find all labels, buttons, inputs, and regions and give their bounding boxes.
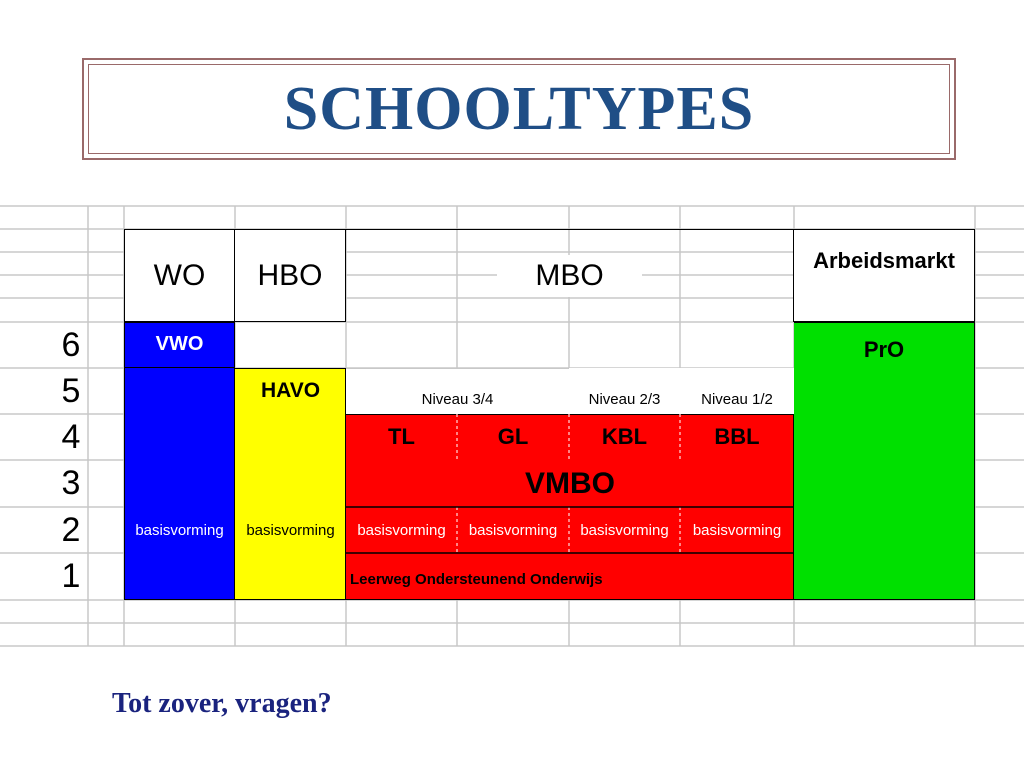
vmbo-label-cell	[346, 460, 794, 507]
basisvorming-kbl-label: basisvorming	[580, 521, 669, 539]
level-5: 5	[61, 372, 81, 410]
pro-block	[794, 322, 975, 600]
basisvorming-bbl	[680, 507, 794, 553]
leerweg-gl-label: GL	[497, 424, 529, 449]
leerweg-bbl-label: BBL	[714, 424, 760, 449]
niveau-34: Niveau 3/4	[421, 391, 494, 408]
leerweg-tl-label: TL	[388, 424, 415, 449]
basisvorming-kbl	[569, 507, 680, 553]
page-title: SCHOOLTYPES	[283, 74, 755, 143]
leerweg-bbl	[680, 414, 794, 460]
leerweg-tl	[346, 414, 457, 460]
level-2: 2	[61, 511, 81, 549]
basisvorming-bbl-label: basisvorming	[692, 521, 782, 539]
header-wo: WO	[153, 258, 206, 292]
level-3: 3	[61, 464, 81, 502]
footer-question: Tot zover, vragen?	[112, 688, 332, 719]
header-hbo: HBO	[257, 258, 323, 292]
leerweg-gl	[457, 414, 569, 460]
lwoo-cell	[346, 553, 794, 600]
basisvorming-tl	[346, 507, 457, 553]
header-mbo: MBO	[497, 255, 641, 297]
lwoo-label: Leerweg Ondersteunend Onderwijs	[350, 571, 603, 588]
vmbo-label: VMBO	[525, 466, 615, 500]
niveau-12: Niveau 1/2	[701, 390, 773, 408]
vwo-label: VWO	[155, 333, 204, 355]
leerweg-kbl	[569, 414, 680, 460]
havo-label: HAVO	[260, 379, 321, 402]
niveau-23: Niveau 2/3	[588, 390, 661, 408]
pro-label: PrO	[863, 337, 905, 362]
vwo-basisvorming: basisvorming	[135, 521, 224, 539]
basisvorming-gl-label: basisvorming	[468, 521, 558, 539]
level-1: 1	[61, 557, 81, 595]
basisvorming-gl	[457, 507, 569, 553]
level-6: 6	[61, 326, 81, 364]
basisvorming-tl-label: basisvorming	[357, 521, 446, 539]
havo-basisvorming: basisvorming	[246, 521, 335, 539]
level-4: 4	[61, 418, 81, 456]
header-arbeidsmarkt: Arbeidsmarkt	[813, 248, 955, 273]
leerweg-kbl-label: KBL	[601, 424, 648, 449]
